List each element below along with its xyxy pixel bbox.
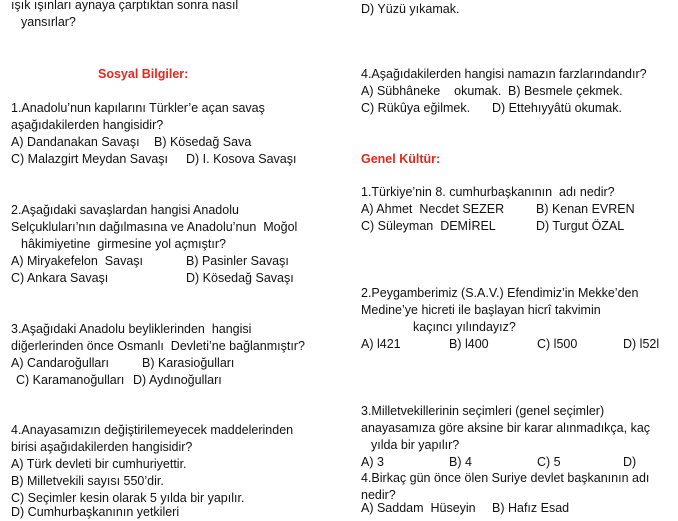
- option-row: [361, 218, 678, 235]
- question-text: 1.Türkiye’nin 8. cumhurbaşkanının adı nedir?: [361, 185, 615, 199]
- right-column: [361, 0, 678, 515]
- option-row: [361, 336, 678, 353]
- option-a: A) 3: [361, 455, 384, 469]
- option-c: C) Seçimler kesin olarak 5 yılda bir yapılır.: [11, 491, 245, 505]
- option-row: [11, 270, 341, 287]
- option-c: C) Rükûya eğilmek.: [361, 101, 471, 115]
- question-text: 1.Anadolu’nun kapılarını Türkler’e açan savaş: [11, 101, 265, 115]
- option-b: B) 4: [449, 455, 472, 469]
- question-text: yılda bir yapılır?: [371, 438, 460, 452]
- option-a: A) Candaroğulları: [11, 356, 109, 370]
- question-text: 3.Aşağıdaki Anadolu beyliklerinden hangisi: [11, 322, 252, 336]
- option-b: B) Hafız Esad: [492, 501, 570, 515]
- option-d: D) l52l: [623, 337, 660, 351]
- option-row: [361, 100, 678, 117]
- option-row: [11, 253, 341, 270]
- question-text: 2.Peygamberimiz (S.A.V.) Efendimiz’in Mekke’den: [361, 286, 639, 300]
- question-text: Medine’ye hicreti ile başlayan hicrî takvimin: [361, 303, 601, 317]
- question-text: Selçukluları’nın dağılmasına ve Anadolu’nun Moğol: [11, 220, 298, 234]
- option-a: A) l421: [361, 337, 401, 351]
- option-c: C) l500: [537, 337, 578, 351]
- option-a: A) Sübhâneke okumak.: [361, 84, 502, 98]
- section-heading-genel-kultur: Genel Kültür:: [361, 152, 441, 166]
- option-row: [11, 134, 341, 151]
- option-d: D) Ettehıyyâtü okumak.: [492, 101, 622, 115]
- option-a: A) Türk devleti bir cumhuriyettir.: [11, 457, 187, 471]
- option-a: A) Miryakefelon Savaşı: [11, 254, 143, 268]
- option-d: D) I. Kosova Savaşı: [186, 152, 297, 166]
- option-b: B) Karasioğulları: [142, 356, 235, 370]
- question-text: kaçıncı yılındayız?: [413, 320, 516, 334]
- option-row: [361, 454, 678, 471]
- option-c: C) Ankara Savaşı: [11, 271, 109, 285]
- text-line: yansırlar?: [21, 15, 76, 29]
- option-row: [361, 201, 678, 218]
- question-text: 4.Birkaç gün önce ölen Suriye devlet başkanının adı: [361, 471, 650, 485]
- option-d: D) Aydınoğulları: [133, 373, 222, 387]
- option-c: C) Malazgirt Meydan Savaşı: [11, 152, 169, 166]
- option-row: [361, 500, 678, 517]
- option-b: B) Pasinler Savaşı: [186, 254, 289, 268]
- question-text: nedir?: [361, 488, 396, 502]
- option-b: B) l400: [449, 337, 489, 351]
- question-text: aşağıdakilerden hangisidir?: [11, 118, 164, 132]
- section-heading-sosyal-bilgiler: Sosyal Bilgiler:: [98, 67, 189, 81]
- question-text: hâkimiyetine girmesine yol açmıştır?: [21, 237, 226, 251]
- question-text: 2.Aşağıdaki savaşlardan hangisi Anadolu: [11, 203, 239, 217]
- option-c: C) 5: [537, 455, 561, 469]
- option-d: D) Yüzü yıkamak.: [361, 2, 460, 16]
- question-text: diğerlerinden önce Osmanlı Devleti’ne bağlanmıştır?: [11, 339, 305, 353]
- option-d: D) Cumhurbaşkanının yetkileri: [11, 505, 180, 519]
- option-b: B) Kenan EVREN: [536, 202, 635, 216]
- option-b: B) Milletvekili sayısı 550’dir.: [11, 474, 164, 488]
- left-column: [11, 0, 341, 519]
- option-a: A) Dandanakan Savaşı: [11, 135, 140, 149]
- option-row: [361, 83, 678, 100]
- question-text: 3.Milletvekillerinin seçimleri (genel seçimler): [361, 404, 605, 418]
- option-d: D) Kösedağ Savaşı: [186, 271, 294, 285]
- option-row: [11, 372, 341, 389]
- option-b: B) Besmele çekmek.: [508, 84, 623, 98]
- question-text: 4.Aşağıdakilerden hangisi namazın farzlarındandır?: [361, 67, 647, 81]
- option-row: [11, 355, 341, 372]
- option-a: A) Saddam Hüseyin: [361, 501, 476, 515]
- question-text: birisi aşağıdakilerden hangisidir?: [11, 440, 193, 454]
- option-c: C) Süleyman DEMİREL: [361, 219, 496, 233]
- option-a: A) Ahmet Necdet SEZER: [361, 202, 505, 216]
- option-c: C) Karamanoğulları: [16, 373, 125, 387]
- option-d: D): [623, 455, 637, 469]
- question-text: 4.Anayasamızın değiştirilemeyecek maddelerinden: [11, 423, 294, 437]
- text-line: ışık ışınları aynaya çarptıktan sonra nasıl: [11, 0, 239, 12]
- question-text: anayasamıza göre aksine bir karar alınmadıkça, kaç: [361, 421, 651, 435]
- option-d: D) Turgut ÖZAL: [536, 219, 625, 233]
- option-row: [11, 151, 341, 168]
- option-b: B) Kösedağ Sava: [154, 135, 252, 149]
